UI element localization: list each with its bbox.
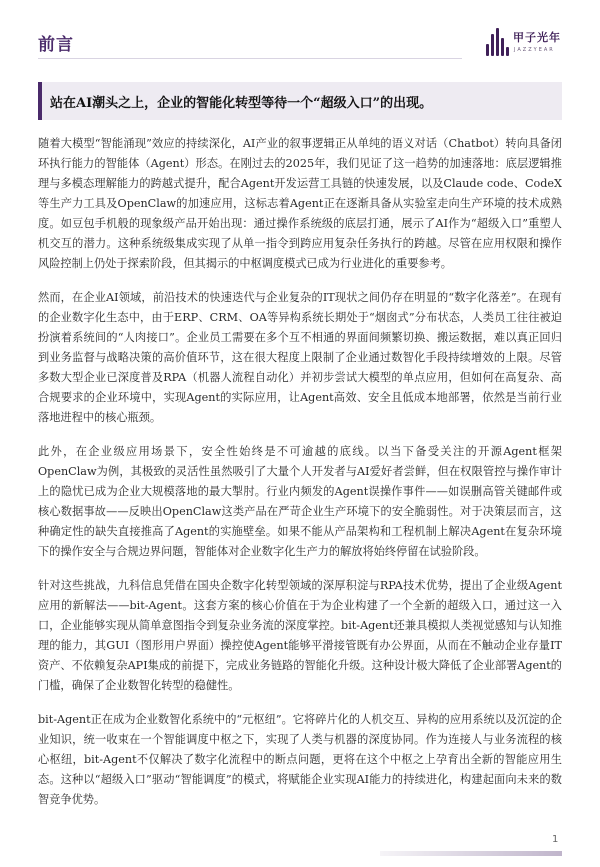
- paragraph: 此外，在企业级应用场景下，安全性始终是不可逾越的底线。以当下备受关注的开源Agent框架OpenClaw为例，其极致的灵活性虽然吸引了大量个人开发者与AI爱好者尝鲜，但在权限管控与操作审计上的隐忧已成为企业大规模落地的最大掣肘。行业内频发的Agent误操作事件——如误删高管关键邮件或核心数据事故——反映出OpenClaw这类产品在严苛企业生产环境下的安全脆弱性。对于决策层而言，这种确定性的缺失直接推高了Agent的实施壁垒。如果不能从产品架构和工程机制上解决Agent在复杂环境下的操作安全与合规边界问题，智能体对企业数字化生产力的解放将始终停留在试验阶段。: [38, 445, 562, 558]
- logo-name: 甲子光年: [513, 31, 561, 44]
- article-body: [38, 134, 562, 824]
- logo-bars-icon: [486, 28, 510, 56]
- footer-decoration: [380, 851, 562, 856]
- header-divider: [38, 58, 462, 59]
- paragraph: 随着大模型“智能涌现”效应的持续深化，AI产业的叙事逻辑正从单纯的语义对话（Chatbot）转向具备闭环执行能力的智能体（Agent）形态。在刚过去的2025年，我们见证了这一趋势的加速落地：底层逻辑推理与多模态理解能力的跨越式提升，配合Agent开发运营工具链的快速发展，以及Claude code、CodeX等生产力工具及OpenClaw的加速应用，这标志着Agent正在逐渐具备从实验室走向生产环境的技术成熟度。如豆包手机般的现象级产品开始出现：通过操作系统级的底层打通，展示了AI作为“超级入口”重塑人机交互的潜力。这种系统级集成实现了从单一指令到跨应用复杂任务执行的跨越。尽管在应用权限和操作风险控制上仍处于探索阶段，但其揭示的中枢调度模式已成为行业进化的重要参考。: [38, 137, 562, 270]
- page-header: [0, 0, 600, 62]
- paragraph: 然而，在企业AI领域，前沿技术的快速迭代与企业复杂的IT现状之间仍存在明显的“数字化落差”。在现有的企业数字化生态中，由于ERP、CRM、OA等异构系统长期处于“烟囱式”分布状态，人类员工往往被迫扮演着系统间的“人肉接口”。企业员工需要在多个互不相通的界面间频繁切换、搬运数据，难以真正回归到业务监督与战略决策的高价值环节，这在很大程度上限制了企业通过数智化手段持续增效的上限。尽管多数大型企业已深度普及RPA（机器人流程自动化）并初步尝试大模型的单点应用，但如何在高复杂、高合规要求的企业环境中，实现Agent的实际应用，让Agent高效、安全且低成本地部署，依然是当前行业落地进程中的核心瓶颈。: [38, 291, 562, 424]
- brand-logo: [486, 26, 576, 60]
- paragraph: bit-Agent正在成为企业数智化系统中的“元枢纽”。它将碎片化的人机交互、异构的应用系统以及沉淀的企业知识，统一收束在一个智能调度中枢之下，实现了人类与机器的深度协同。作为连接人与业务流程的核心枢纽，bit-Agent不仅解决了数字化流程中的断点问题，更将在这个中枢之上孕育出全新的智能应用生态。这种以“超级入口”驱动“智能调度”的模式，将赋能企业实现AI能力的持续进化，构建起面向未来的数智竞争优势。: [38, 713, 562, 806]
- section-title: 前言: [38, 35, 74, 55]
- page-number: 1: [552, 834, 559, 845]
- banner-accent-bar: [38, 82, 42, 120]
- headline-text: 站在AI潮头之上，企业的智能化转型等待一个“超级入口”的出现。: [50, 96, 433, 111]
- headline-banner: [38, 82, 562, 120]
- paragraph: 针对这些挑战，九科信息凭借在国央企数字化转型领域的深厚积淀与RPA技术优势，提出了企业级Agent应用的新解法——bit-Agent。这套方案的核心价值在于为企业构建了一个全新的超级入口，通过这一入口，企业能够实现从简单意图指令到复杂业务流的深度掌控。bit-Agent还兼具模拟人类视觉感知与认知推理的能力，其GUI（图形用户界面）操控使Agent能够平滑接管既有办公界面，从而在不触动企业存量IT资产、不依赖复杂API集成的前提下，完成业务链路的智能化升级。这种设计极大降低了企业部署Agent的门槛，确保了企业数智化转型的稳健性。: [38, 579, 562, 692]
- logo-subtitle: JAZZYEAR: [514, 47, 555, 53]
